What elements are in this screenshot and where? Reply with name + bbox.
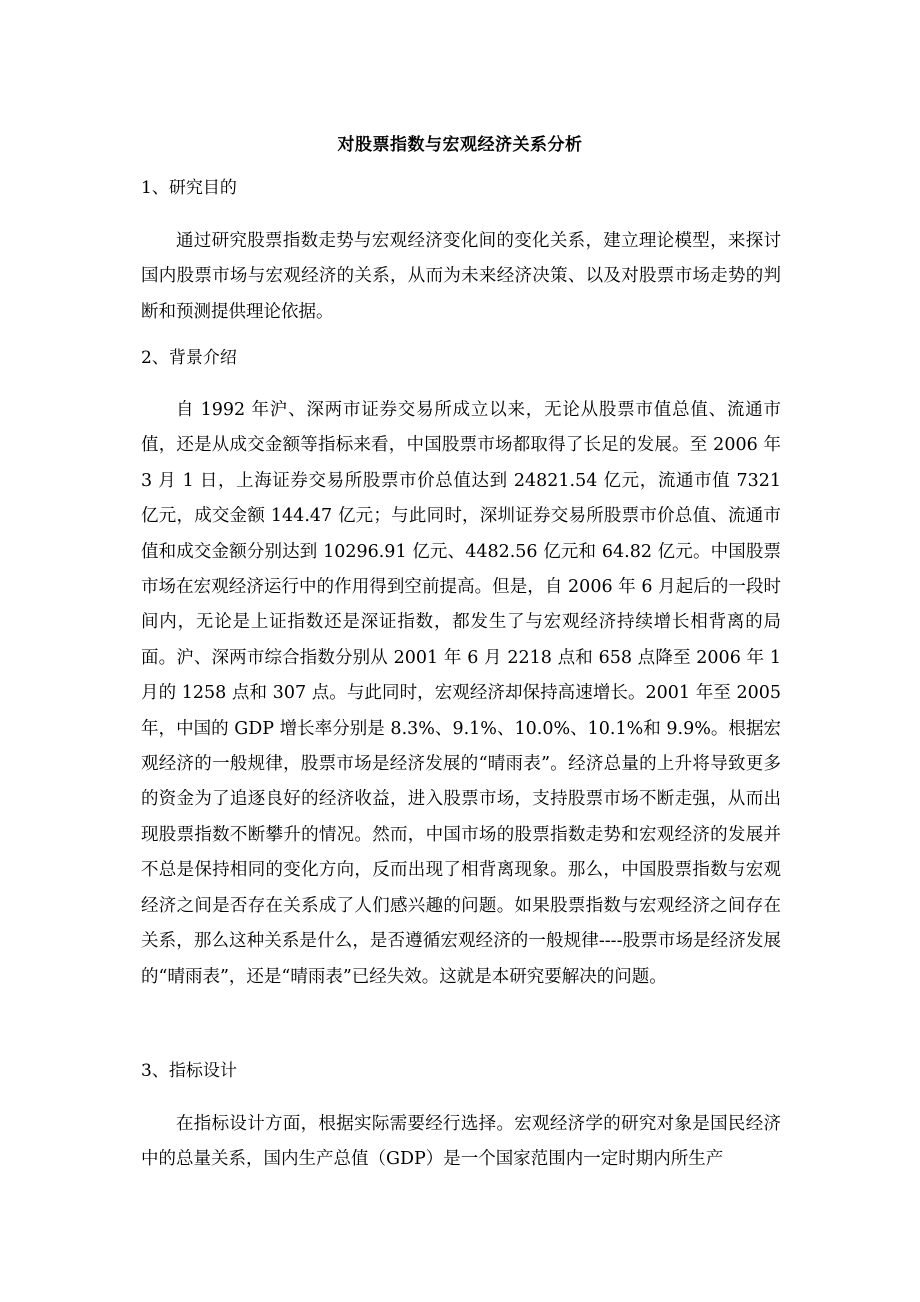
section-heading-purpose: 1、研究目的 [141, 178, 237, 198]
section-heading-indicator-design: 3、指标设计 [141, 1061, 237, 1081]
section-heading-background: 2、背景介绍 [141, 348, 237, 368]
section-paragraph-background: 自 1992 年沪、深两市证券交易所成立以来，无论从股票市值总值、流通市值，还是从成交金额等指标来看，中国股票市场都取得了长足的发展。至 2006 年 3 月 1 日，上海证券交易所股票市价总值达到 24821.54 亿元，流通市值 7321 亿元，成交金额 144.47 亿元；与此同时，深圳证券交易所股票市价总值、流通市值和成交金额分别达到 10296.91 亿元、4482.56 亿元和 64.82 亿元。中国股票市场在宏观经济运行中的作用得到空前提高。但是，自 2006 年 6 月起后的一段时间内，无论是上证指数还是深证指数，都发生了与宏观经济持续增长相背离的局面。沪、深两市综合指数分别从 2001 年 6 月 2218 点和 658 点降至 2006 年 1 月的 1258 点和 307 点。与此同时，宏观经济却保持高速增长。2001 年至 2005 年，中国的 GDP 增长率分别是 8.3%、9.1%、10.0%、10.1%和 9.9%。根据宏观经济的一般规律，股票市场是经济发展的“晴雨表”。经济总量的上升将导致更多的资金为了追逐良好的经济收益，进入股票市场，支持股票市场不断走强，从而出现股票指数不断攀升的情况。然而，中国市场的股票指数走势和宏观经济的发展并不总是保持相同的变化方向，反而出现了相背离现象。那么，中国股票指数与宏观经济之间是否存在关系成了人们感兴趣的问题。如果股票指数与宏观经济之间存在关系，那么这种关系是什么，是否遵循宏观经济的一般规律----股票市场是经济发展的“晴雨表”，还是“晴雨表”已经失效。这就是本研究要解决的问题。 [141, 400, 781, 987]
section-paragraph-indicator-design: 在指标设计方面，根据实际需要经行选择。宏观经济学的研究对象是国民经济中的总量关系，国内生产总值（GDP）是一个国家范围内一定时期内所生产 [141, 1114, 781, 1170]
document-title: 对股票指数与宏观经济关系分析 [337, 135, 583, 155]
section-paragraph-purpose: 通过研究股票指数走势与宏观经济变化间的变化关系，建立理论模型，来探讨国内股票市场与宏观经济的关系，从而为未来经济决策、以及对股票市场走势的判断和预测提供理论依据。 [141, 231, 781, 322]
